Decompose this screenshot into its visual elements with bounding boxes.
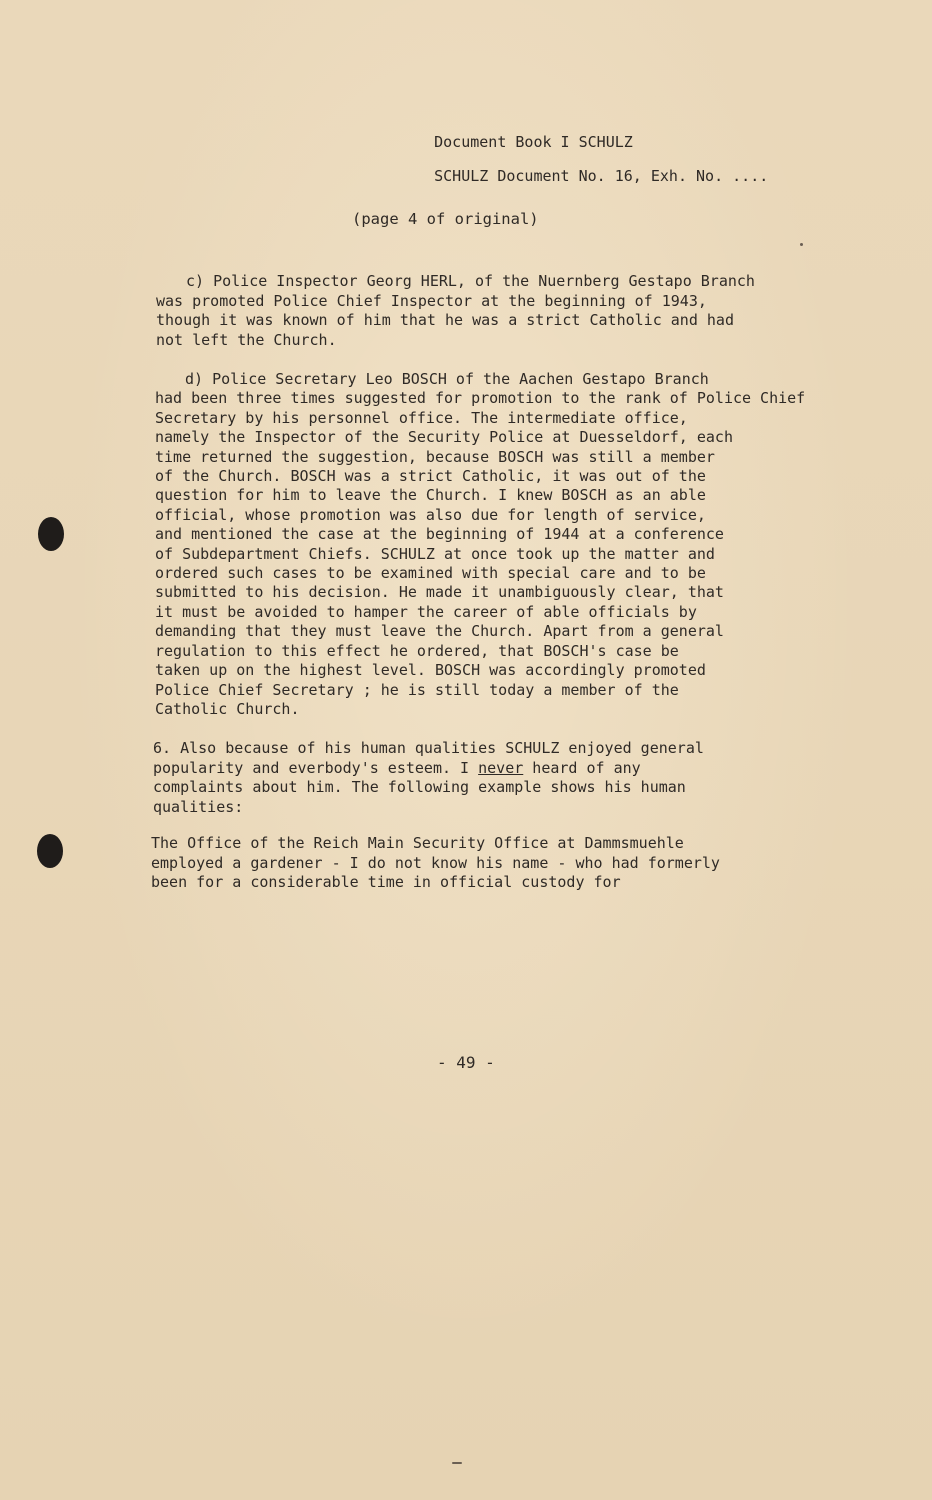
header-line-2: SCHULZ Document No. 16, Exh. No. ....	[434, 167, 769, 185]
text-line: time returned the suggestion, because BOSCH was still a member	[155, 447, 715, 466]
text-line: not left the Church.	[156, 330, 337, 349]
paragraph-d	[155, 370, 805, 719]
text-line: demanding that they must leave the Church. Apart from a general	[155, 622, 724, 641]
text-line: question for him to leave the Church. I knew BOSCH as an able	[155, 486, 706, 505]
text-line: The Office of the Reich Main Security Office at Dammsmuehle	[151, 834, 684, 852]
text-line: complaints about him. The following example shows his human	[153, 778, 686, 796]
paper-speck	[452, 1462, 462, 1464]
text-line: ordered such cases to be examined with special care and to be	[155, 564, 706, 583]
underlined-word: never	[478, 758, 524, 777]
text-line: employed a gardener - I do not know his name - who had formerly	[151, 853, 720, 872]
text-line: though it was known of him that he was a strict Catholic and had	[156, 311, 734, 329]
text-line: official, whose promotion was also due for length of service,	[155, 505, 706, 524]
header-line-1: Document Book I SCHULZ	[434, 133, 633, 151]
text-segment: popularity and everbody's esteem. I	[153, 758, 479, 777]
paper-speck	[800, 243, 803, 246]
text-line: it must be avoided to hamper the career of able officials by	[155, 602, 697, 621]
punch-hole-upper	[38, 517, 64, 551]
text-line: Catholic Church.	[155, 699, 300, 718]
text-line: qualities:	[153, 797, 244, 816]
text-line: been for a considerable time in official custody for	[151, 873, 621, 891]
paragraph-6	[153, 739, 704, 817]
text-line: of the Church. BOSCH was a strict Catholic, it was out of the	[155, 467, 706, 486]
text-line: c) Police Inspector Georg HERL, of the Nuernberg Gestapo Branch	[186, 272, 755, 290]
paragraph-c	[156, 272, 755, 350]
text-line: 6. Also because of his human qualities SCHULZ enjoyed general	[153, 739, 704, 757]
text-line	[153, 759, 704, 779]
text-line: taken up on the highest level. BOSCH was accordingly promoted	[155, 661, 706, 680]
text-line: namely the Inspector of the Security Police at Duesseldorf, each	[155, 428, 733, 447]
text-segment: heard of any	[523, 758, 641, 777]
text-line: d) Police Secretary Leo BOSCH of the Aachen Gestapo Branch	[185, 370, 709, 388]
page-number: - 49 -	[437, 1053, 495, 1072]
punch-hole-lower	[37, 834, 63, 868]
paragraph-office	[151, 834, 720, 893]
text-line: had been three times suggested for promotion to the rank of Police Chief	[155, 389, 806, 408]
text-line: submitted to his decision. He made it unambiguously clear, that	[155, 583, 724, 602]
document-header	[398, 117, 768, 202]
text-line: Police Chief Secretary ; he is still today a member of the	[155, 680, 679, 699]
text-line: of Subdepartment Chiefs. SCHULZ at once took up the matter and	[155, 544, 715, 563]
text-line: was promoted Police Chief Inspector at the beginning of 1943,	[156, 291, 707, 310]
text-line: Secretary by his personnel office. The intermediate office,	[155, 408, 688, 427]
text-line: and mentioned the case at the beginning of 1944 at a conference	[155, 525, 724, 544]
page-reference: (page 4 of original)	[352, 210, 539, 228]
text-line: regulation to this effect he ordered, that BOSCH's case be	[155, 641, 679, 660]
